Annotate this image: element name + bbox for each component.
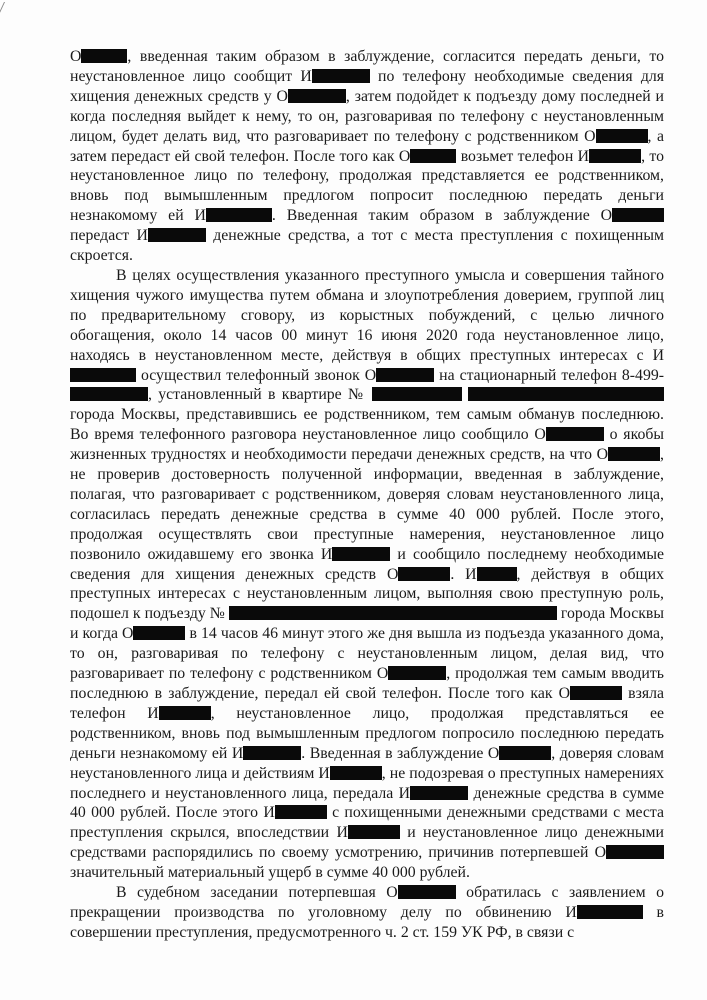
text-segment: по телефону необходимые сведения для хищения денежных средств у О [70, 67, 664, 105]
redaction-box [376, 368, 434, 382]
text-segment: , введенная таким образом в заблуждение, согласится передать деньги, то неустановленное лицо сообщит И [70, 48, 664, 85]
redaction-box [288, 89, 346, 103]
text-segment: , доверяя словам неустановленного лица и действиям И [70, 744, 664, 782]
document-body [70, 47, 664, 943]
redaction-box [398, 567, 450, 581]
text-segment: передаст И [70, 227, 148, 245]
redaction-box [206, 208, 272, 222]
redaction-box [410, 786, 468, 800]
redaction-box [70, 387, 148, 401]
text-segment: , то неустановленное лицо по телефону, продолжая представляется ее родственником, вновь под вымышленным предлогом попросит последнюю передать деньги незнакомому ей И [70, 147, 664, 225]
text-segment: В целях осуществления указанного преступного умысла и совершения тайного хищения чужого имущества путем обмана и злоупотребления доверием, группой лиц по предварительному сговору, из корыстных побуждений, с целью личного обогащения, около 14 часов 00 минут 16 июня 2020 года неустановленное лицо, находясь в неустановленном месте, действуя в общих преступных интересах с И [70, 266, 664, 364]
redaction-box [275, 805, 327, 819]
text-segment: , а затем передаст ей свой телефон. После того как О [70, 127, 664, 165]
redaction-box [81, 49, 127, 63]
text-segment: , не проверив достоверность полученной информации, введенная в заблуждение, полагая, что разговаривает с родственником, доверяя словам неустановленного лица, согласилась передать денежные средства в сумме 40 000 рублей. После этого, продолжая осуществлять свои преступные намерения, неустановленное лицо позвонило ожидавшему его звонка И [70, 446, 664, 563]
redaction-box [330, 766, 382, 780]
text-segment: осуществил телефонный звонок О [136, 366, 377, 384]
text-segment: возьмет телефон И [456, 147, 590, 165]
redaction-box [477, 567, 517, 581]
text-segment: и сообщило последнему необходимые сведения для хищения денежных средств О [70, 545, 664, 583]
redaction-box [229, 606, 557, 620]
redaction-box [388, 666, 446, 680]
paragraph [70, 47, 664, 266]
text-segment: , действуя в общих преступных интересах с неустановленным лицом, выполняя свою преступную роль, подошел к подъезду № [70, 565, 664, 623]
redaction-box [70, 368, 136, 382]
text-segment: и неустановленное лицо денежными средствами распорядились по своему усмотрению, причинив потерпевшей О [70, 824, 664, 862]
redaction-box [312, 69, 370, 83]
redaction-box [332, 547, 390, 561]
text-segment: , неустановленное лицо, продолжая представляться ее родственником, вновь под вымышленным предлогом попросило последнюю передать деньги незнакомому ей И [70, 704, 664, 762]
text-segment: города Москвы, представившись ее родственником, тем самым обманув последнюю. Во время телефонного разговора неустановленное лицо сообщило О [70, 406, 664, 444]
text-segment: . Введенная таким образом в заблуждение О [271, 207, 612, 225]
text-segment: денежные средства в сумме 40 000 рублей. После этого И [70, 784, 664, 822]
text-segment: значительный материальный ущерб в сумме 40 000 рублей. [70, 864, 470, 882]
text-segment: обратилась с заявлением о прекращении производства по уголовному делу по обвинению И [70, 884, 664, 921]
redaction-box [372, 387, 462, 401]
redaction-box [159, 706, 211, 720]
redaction-box [570, 686, 622, 700]
text-segment: с похищенными денежными средствами с места преступления скрылся, впоследствии И [70, 804, 664, 842]
text-segment: в 14 часов 46 минут этого же дня вышла из подъезда указанного дома, то он, разговаривая по телефону с неустановленным лицом, делая вид, что разговаривает по телефону с родственником О [70, 625, 664, 683]
text-segment: города Москвы и когда О [70, 605, 664, 643]
redaction-box [398, 885, 456, 899]
text-segment: . Введенная в заблуждение О [301, 744, 500, 762]
text-segment: взяла телефон И [70, 685, 664, 722]
text-segment: , затем подойдет к подъезду дому последней и когда последняя выйдет к нему, то он, разговаривая по телефону с неустановленным лицом, будет делать вид, что разговаривает по телефону с родственником О [70, 87, 665, 145]
text-segment: на стационарный телефон 8-499- [434, 366, 665, 384]
text-segment: , продолжая тем самым вводить последнюю в заблуждение, передал ей свой телефон. После того как О [70, 665, 664, 702]
redaction-box [133, 626, 185, 640]
redaction-box [499, 746, 551, 760]
text-segment: В судебном заседании потерпевшая О [116, 884, 398, 902]
text-segment: о якобы жизненных трудностях и необходимости передачи денежных средств, на что О [70, 426, 664, 464]
redaction-box [606, 845, 664, 859]
redaction-box [608, 447, 660, 461]
text-segment: . И [450, 565, 477, 583]
redaction-box [546, 427, 604, 441]
redaction-box [243, 746, 301, 760]
redaction-box [577, 905, 643, 919]
redaction-box [612, 208, 664, 222]
paragraph [70, 883, 664, 943]
redaction-box [148, 228, 206, 242]
redaction-box [410, 149, 456, 163]
redaction-box [468, 387, 664, 401]
redaction-box [589, 149, 641, 163]
staple-mark [0, 2, 23, 38]
text-segment: О [70, 48, 82, 65]
text-segment: в совершении преступления, предусмотренного ч. 2 ст. 159 УК РФ, в связи с [70, 903, 664, 941]
redaction-box [348, 825, 400, 839]
redaction-box [596, 129, 648, 143]
text-segment: денежные средства, а тот с места преступления с похищенным скроется. [70, 227, 664, 265]
text-segment: , установленный в квартире № [148, 386, 372, 404]
text-segment: , не подозревая о преступных намерениях последнего и неустановленного лица, передала И [70, 764, 664, 802]
paragraph [70, 266, 664, 883]
